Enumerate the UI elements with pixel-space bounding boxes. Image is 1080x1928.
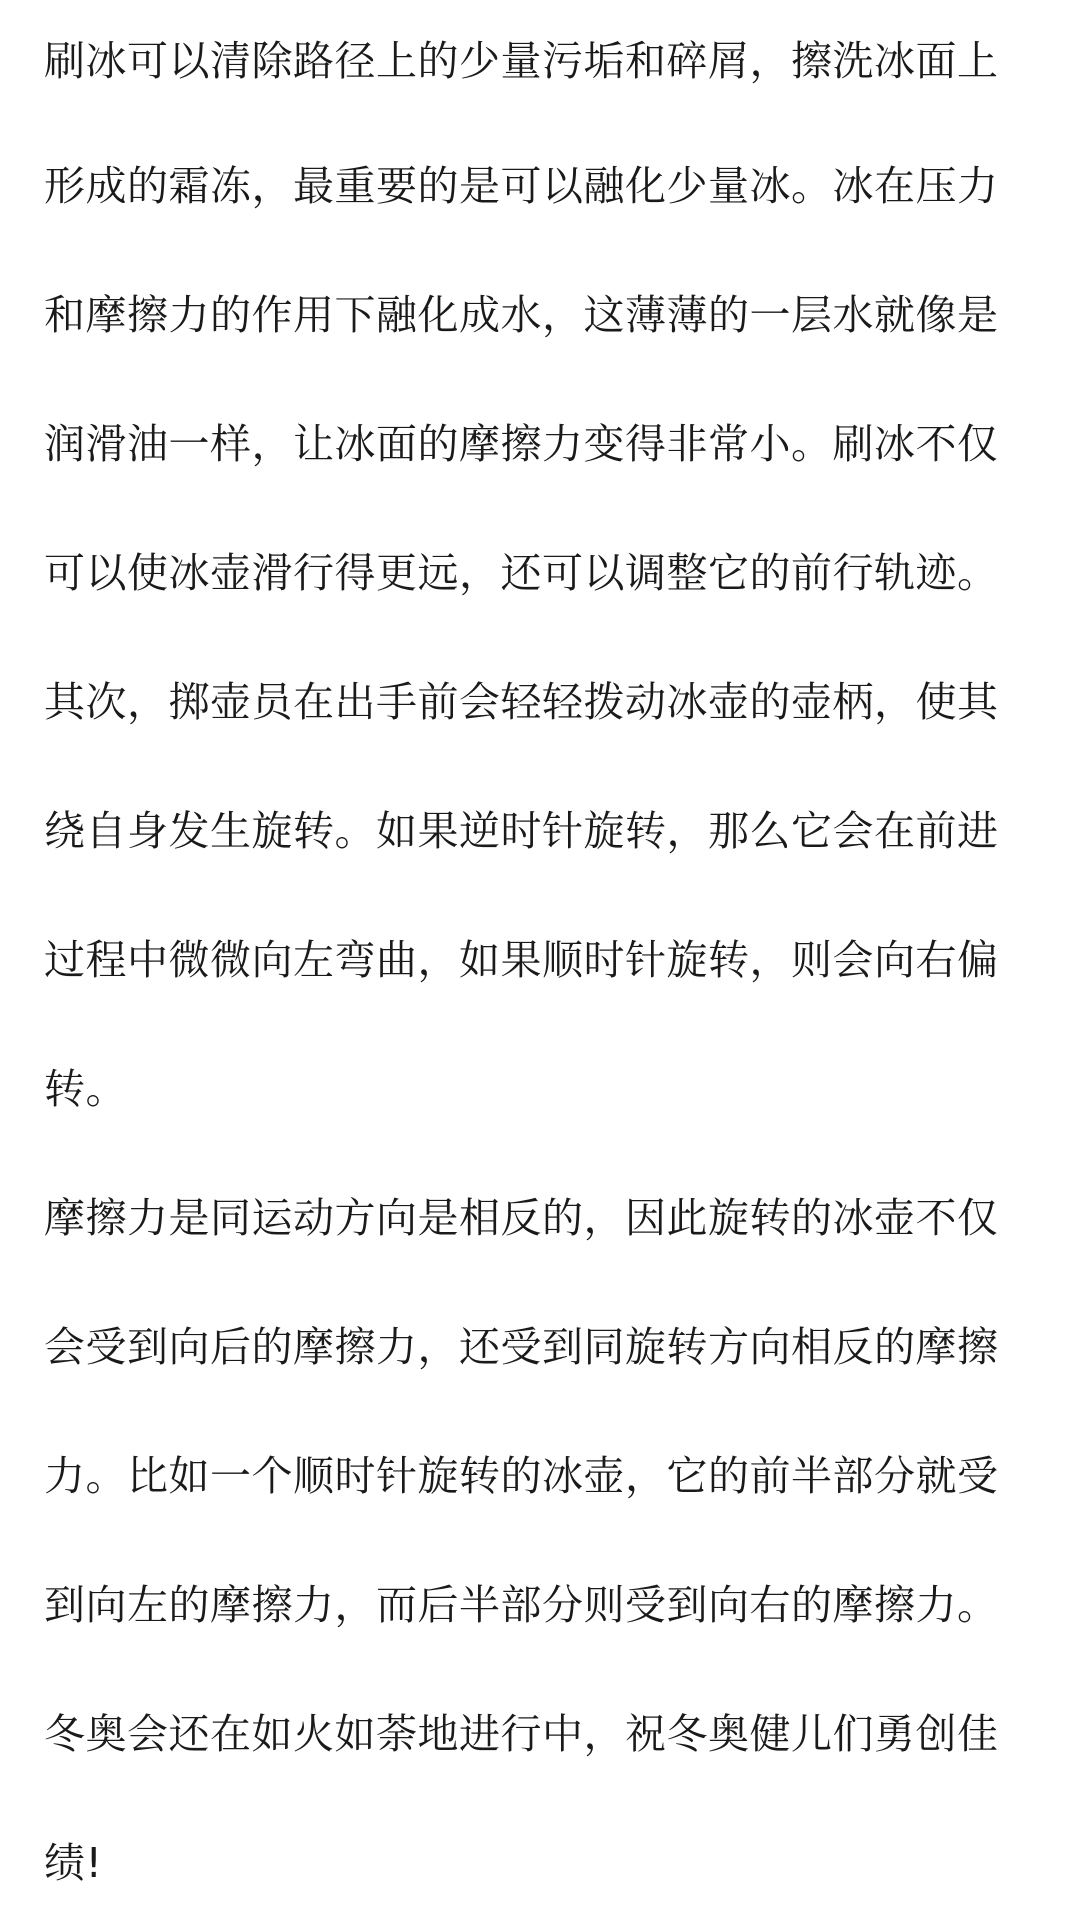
text-line: 绩! [44, 1839, 103, 1887]
text-line: 刷冰可以清除路径上的少量污垢和碎屑，擦洗冰面上 [44, 37, 999, 85]
text-line: 过程中微微向左弯曲，如果顺时针旋转，则会向右偏 [44, 936, 999, 984]
text-line: 和摩擦力的作用下融化成水，这薄薄的一层水就像是 [44, 291, 999, 339]
text-line: 润滑油一样，让冰面的摩擦力变得非常小。刷冰不仅 [44, 420, 999, 468]
text-line: 冬奥会还在如火如荼地进行中，祝冬奥健儿们勇创佳 [44, 1710, 999, 1758]
paragraph-3 [44, 1154, 1040, 1670]
text-line: 其次，掷壶员在出手前会轻轻拨动冰壶的壶柄，使其 [44, 678, 999, 726]
text-line: 会受到向后的摩擦力，还受到同旋转方向相反的摩擦 [44, 1323, 999, 1371]
paragraph-2 [44, 638, 1040, 1154]
article-body [44, 0, 1040, 1928]
text-line: 到向左的摩擦力，而后半部分则受到向右的摩擦力。 [44, 1581, 999, 1629]
text-line: 转。 [44, 1065, 127, 1113]
text-line: 力。比如一个顺时针旋转的冰壶，它的前半部分就受 [44, 1452, 999, 1500]
paragraph-1 [44, 0, 1040, 638]
text-line: 形成的霜冻，最重要的是可以融化少量冰。冰在压力 [44, 162, 999, 210]
text-line: 摩擦力是同运动方向是相反的，因此旋转的冰壶不仅 [44, 1194, 999, 1242]
paragraph-4 [44, 1670, 1040, 1928]
text-line: 可以使冰壶滑行得更远，还可以调整它的前行轨迹。 [44, 549, 999, 597]
text-line: 绕自身发生旋转。如果逆时针旋转，那么它会在前进 [44, 807, 999, 855]
